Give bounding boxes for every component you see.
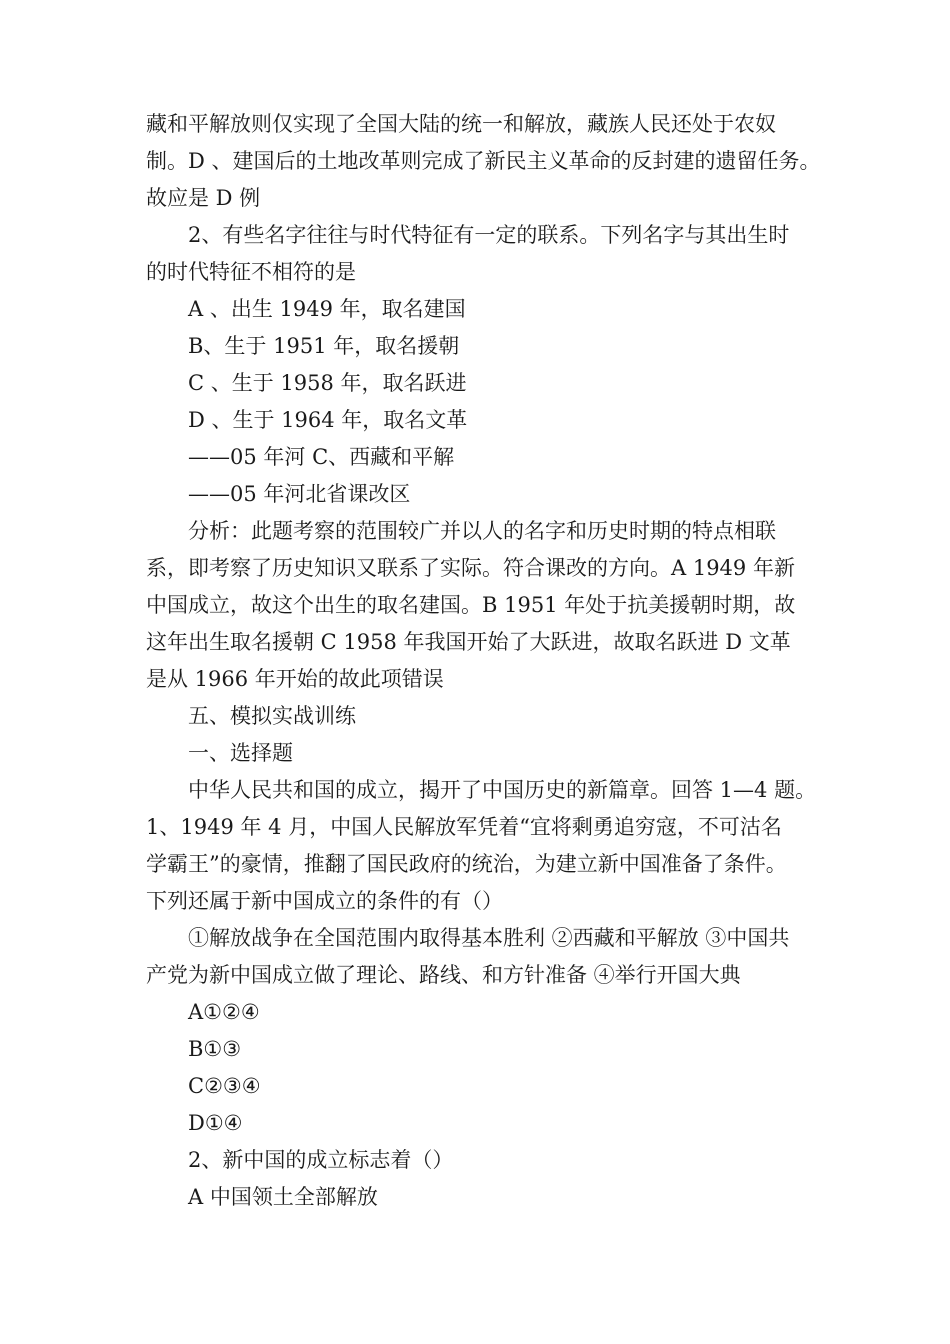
text-line: A 中国领土全部解放 <box>188 1185 378 1209</box>
text-line: 的时代特征不相符的是 <box>146 260 356 284</box>
text-line: D①④ <box>188 1111 243 1135</box>
text-line: 中华人民共和国的成立，揭开了中国历史的新篇章。回答 1—4 题。 <box>188 778 817 802</box>
document-body <box>146 106 826 1216</box>
text-line: 是从 1966 年开始的故此项错误 <box>146 667 444 691</box>
text-line: D 、生于 1964 年，取名文革 <box>188 408 468 432</box>
text-line: 制。D 、建国后的土地改革则完成了新民主义革命的反封建的遗留任务。 <box>146 149 821 173</box>
text-line: 五、模拟实战训练 <box>188 704 356 728</box>
text-line: 产党为新中国成立做了理论、路线、和方针准备 ④举行开国大典 <box>146 963 741 987</box>
text-line: 1、1949 年 4 月，中国人民解放军凭着“宜将剩勇追穷寇，不可沽名 <box>146 815 782 839</box>
text-line: B①③ <box>188 1037 242 1061</box>
text-line: 2、新中国的成立标志着（） <box>188 1148 454 1172</box>
text-line: 2、有些名字往往与时代特征有一定的联系。下列名字与其出生时 <box>188 223 790 247</box>
text-line: 学霸王”的豪情，推翻了国民政府的统治，为建立新中国准备了条件。 <box>146 852 787 876</box>
text-line: B、生于 1951 年，取名援朝 <box>188 334 460 358</box>
text-line: ①解放战争在全国范围内取得基本胜利 ②西藏和平解放 ③中国共 <box>188 926 790 950</box>
text-line: 中国成立，故这个出生的取名建国。B 1951 年处于抗美援朝时期，故 <box>146 593 796 617</box>
text-line: 下列还属于新中国成立的条件的有（） <box>146 889 503 913</box>
text-line: C 、生于 1958 年，取名跃进 <box>188 371 467 395</box>
text-line: ——05 年河 C、西藏和平解 <box>188 445 455 469</box>
text-line: 藏和平解放则仅实现了全国大陆的统一和解放，藏族人民还处于农奴 <box>146 112 776 136</box>
text-line: A 、出生 1949 年，取名建国 <box>188 297 466 321</box>
text-line: A①②④ <box>188 1000 260 1024</box>
text-line: 系，即考察了历史知识又联系了实际。符合课改的方向。A 1949 年新 <box>146 556 795 580</box>
text-line: ——05 年河北省课改区 <box>188 482 411 506</box>
text-line: 分析：此题考察的范围较广并以人的名字和历史时期的特点相联 <box>188 519 776 543</box>
text-line: 一、选择题 <box>188 741 293 765</box>
text-line: 这年出生取名援朝 C 1958 年我国开始了大跃进，故取名跃进 D 文革 <box>146 630 791 654</box>
text-line: C②③④ <box>188 1074 261 1098</box>
text-line: 故应是 D 例 <box>146 186 261 210</box>
